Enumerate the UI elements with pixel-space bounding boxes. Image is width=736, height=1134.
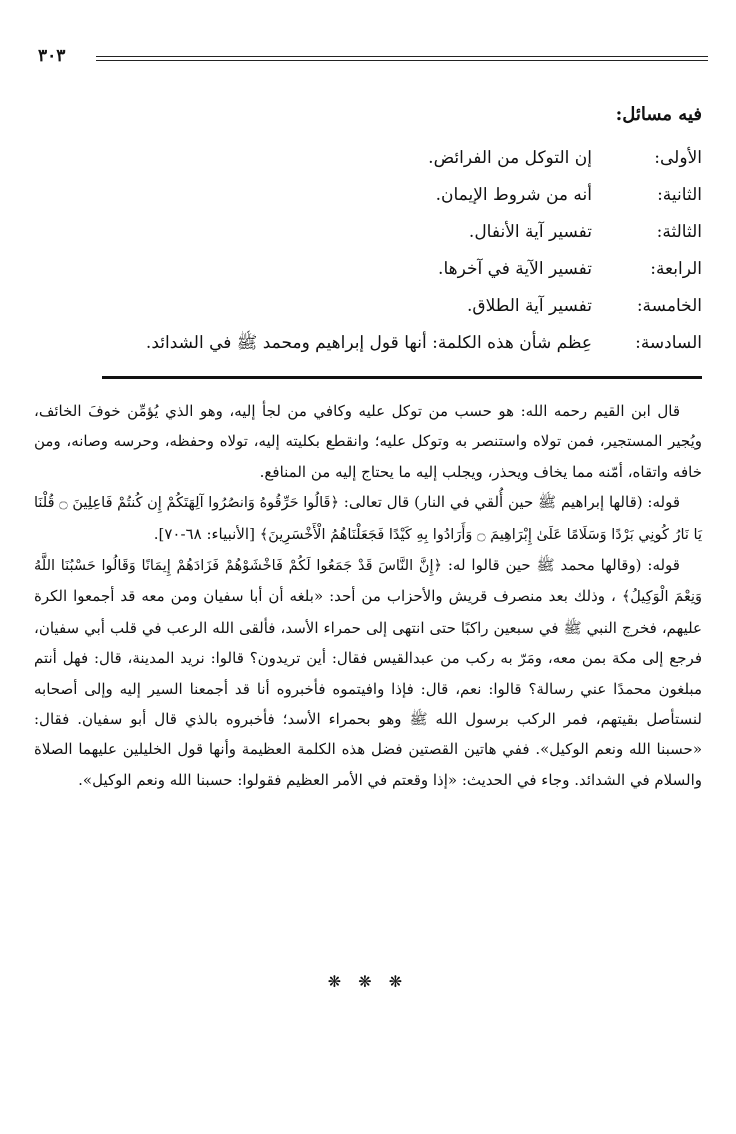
issue-text: عِظم شأن هذه الكلمة: أنها قول إبراهيم ومحمد ﷺ في الشدائد. [145,333,592,353]
issue-ordinal: السادسة: [635,333,702,353]
commentary-section [34,396,702,795]
issue-row-5 [92,288,702,325]
commentary-paragraph-ibn-alqayyim: قال ابن القيم رحمه الله: هو حسب من توكل عليه وكافي من لجأ إليه، وهو الذي يُؤمِّن خوفَ الخائف، ويُجير المستجير، فمن تولاه واستنصر به وتوكل عليه؛ وانقطع بكليته إليه، تولاه وحفظه، وحرسه وصانه، ومن خافه واتقاه، أمّنه مما يخاف ويحذر، ويجلب إليه ما يحتاج إليه من المنافع. [34,402,702,481]
footnote-divider [102,376,702,379]
issue-row-3 [92,214,702,251]
issue-ordinal: الثالثة: [656,222,702,242]
commentary-body: ، وذلك بعد منصرف قريش والأحزاب من أحد: «بلغه أن أبا سفيان ومن معه قد أجمعوا الكرة عليهم، فخرج النبي ﷺ في سبعين راكبًا حتى انتهى إلى حمراء الأسد، فألقى الله الرعب في قلب أبي سفيان، فرجع إلى مكة بمن معه، ومَرّ به ركب من عبدالقيس فقال: أين تريدون؟ قالوا: نريد المدينة، قال: فهل أنتم مبلغون محمدًا عني رسالة؟ قالوا: نعم، قال: فإذا وافيتموه فأخبروه أنا قد أجمعنا السير إليه وإلى أصحابه لنستأصل بقيتهم، فمر الركب برسول الله ﷺ وهو بحمراء الأسد؛ فأخبروه بالذي قال أبو سفيان. فقال: «حسبنا الله ونعم الوكيل». ففي هاتين القصتين فضل هذه الكلمة العظيمة وأنها قول الخليلين عليهما الصلاة والسلام في الشدائد. وجاء في الحديث: «إذا وقعتم في الأمر العظيم فقولوا: حسبنا الله ونعم الوكيل». [34,587,702,789]
commentary-intro: قوله: (وقالها محمد ﷺ حين قالوا له: [447,556,680,575]
issue-ordinal: الخامسة: [636,296,702,316]
page-number: ٣٠٣ [38,46,66,66]
issue-row-4 [92,251,702,288]
commentary-paragraph-ibrahim [34,487,702,550]
section-separator: ❋ ❋ ❋ [327,972,409,991]
verse-reference: [الأنبياء: ٦٨-٧٠]. [153,524,255,543]
issue-text: تفسير آية الطلاق. [467,296,592,316]
issue-ordinal: الرابعة: [650,259,702,279]
issue-row-2 [92,177,702,214]
issue-text: تفسير آية الأنفال. [468,222,592,242]
commentary-intro: قوله: (قالها إبراهيم ﷺ حين أُلقي في النار) قال تعالى: [343,493,680,512]
issue-text: إن التوكل من الفرائض. [428,148,592,168]
quran-verse: ﴿قَالُوا حَرِّقُوهُ وَانصُرُوا آلِهَتَكُمْ إِن كُنتُمْ فَاعِلِينَ ۝ قُلْنَا يَا نَارُ كُونِي بَرْدًا وَسَلَامًا عَلَىٰ إِبْرَاهِيمَ ۝ وَأَرَادُوا بِهِ كَيْدًا فَجَعَلْنَاهُمُ الْأَخْسَرِينَ﴾ [34,495,702,543]
issue-ordinal: الأولى: [654,148,702,168]
issue-row-6 [92,325,702,362]
issue-text: تفسير الآية في آخرها. [438,259,592,279]
issue-ordinal: الثانية: [657,185,702,205]
commentary-paragraph-muhammad [34,550,702,795]
issues-section [92,100,702,362]
quran-verse: ﴿إِنَّ النَّاسَ قَدْ جَمَعُوا لَكُمْ فَاخْشَوْهُمْ فَزَادَهُمْ إِيمَانًا وَقَالُوا حَسْبُنَا اللَّهُ وَنِعْمَ الْوَكِيلُ﴾ [34,558,702,606]
issue-text: أنه من شروط الإيمان. [435,185,592,205]
header-rule [96,56,708,61]
issue-row-1 [92,140,702,177]
issues-heading: فيه مسائل: [615,104,702,125]
page-header [38,40,708,70]
